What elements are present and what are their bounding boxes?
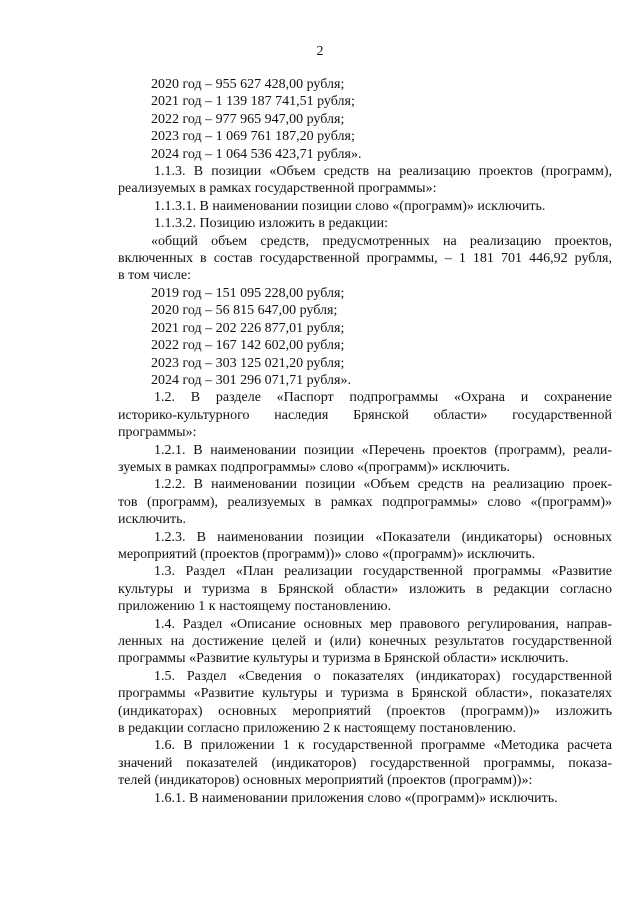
- text-line: 2020 год – 56 815 647,00 рубля;: [151, 303, 338, 319]
- text-line: ленных на достижение целей и (или) конечных результатов государственной: [118, 634, 612, 649]
- text-line: в том числе:: [118, 268, 191, 284]
- text-line: реализуемых в рамках государственной программы»:: [118, 181, 437, 197]
- text-line: 2024 год – 1 064 536 423,71 рубля».: [151, 146, 362, 162]
- text-line: 2023 год – 1 069 761 187,20 рубля;: [151, 129, 355, 145]
- text-line: 2024 год – 301 296 071,71 рубля».: [151, 372, 351, 388]
- text-line: 1.2.1. В наименовании позиции «Перечень проектов (программ), реали-: [154, 442, 612, 458]
- text-line: 2020 год – 955 627 428,00 рубля;: [151, 77, 345, 92]
- text-line: историко-культурного наследия Брянской области» государственной: [118, 407, 612, 423]
- text-line: 1.2. В разделе «Паспорт подпрограммы «Охрана и сохранение: [154, 390, 612, 406]
- text-line: телей (индикаторов) основных мероприятий (проектов (программ))»:: [118, 773, 533, 789]
- text-line: 2021 год – 1 139 187 741,51 рубля;: [151, 94, 355, 110]
- text-line: (индикаторах) основных мероприятий (проектов (программ))» изложить: [118, 703, 612, 719]
- text-line: 2022 год – 167 142 602,00 рубля;: [151, 338, 345, 354]
- text-line: тов (программ), реализуемых в рамках подпрограммы» слово «(программ)»: [118, 494, 612, 510]
- text-line: мероприятий (проектов (программ))» слово «(программ)» исключить.: [118, 546, 536, 562]
- text-line: включенных в состав государственной программы, – 1 181 701 446,92 рубля,: [118, 251, 612, 267]
- text-line: 1.2.2. В наименовании позиции «Объем средств на реализацию проек-: [154, 477, 612, 493]
- text-line: «общий объем средств, предусмотренных на реализацию проектов,: [151, 233, 612, 249]
- text-line: 1.1.3. В позиции «Объем средств на реализацию проектов (программ),: [154, 164, 612, 180]
- text-line: зуемых в рамках подпрограммы» слово «(программ)» исключить.: [118, 459, 510, 475]
- text-line: 2023 год – 303 125 021,20 рубля;: [151, 355, 345, 371]
- text-line: значений показателей (индикаторов) государственной программы, показа-: [118, 755, 612, 771]
- text-line: 1.4. Раздел «Описание основных мер правового регулирования, направ-: [154, 616, 612, 632]
- text-line: программы»:: [118, 425, 197, 441]
- text-line: 1.6. В приложении 1 к государственной программе «Методика расчета: [154, 738, 612, 754]
- page-number: 2: [316, 44, 324, 59]
- text-line: программы «Развитие культуры и туризма в Брянской области», показателях: [118, 686, 612, 702]
- text-line: 2022 год – 977 965 947,00 рубля;: [151, 111, 345, 127]
- text-line: 1.5. Раздел «Сведения о показателях (индикаторах) государственной: [154, 668, 612, 684]
- text-line: исключить.: [118, 512, 186, 528]
- text-line: 1.2.3. В наименовании позиции «Показатели (индикаторы) основных: [154, 529, 612, 545]
- text-line: программы «Развитие культуры и туризма в Брянской области» исключить.: [118, 651, 569, 667]
- document-body: [118, 76, 612, 807]
- text-line: 1.1.3.2. Позицию изложить в редакции:: [154, 216, 389, 232]
- text-line: культуры и туризма в Брянской области» изложить в редакции согласно: [118, 581, 612, 597]
- text-line: приложению 1 к настоящему постановлению.: [118, 599, 392, 615]
- text-line: 1.3. Раздел «План реализации государственной программы «Развитие: [154, 564, 612, 580]
- text-line: 1.1.3.1. В наименовании позиции слово «(программ)» исключить.: [154, 198, 546, 214]
- text-line: 2019 год – 151 095 228,00 рубля;: [151, 285, 345, 301]
- text-line: 2021 год – 202 226 877,01 рубля;: [151, 320, 345, 336]
- text-line: в редакции согласно приложению 2 к настоящему постановлению.: [118, 721, 516, 737]
- text-line: 1.6.1. В наименовании приложения слово «(программ)» исключить.: [154, 790, 558, 806]
